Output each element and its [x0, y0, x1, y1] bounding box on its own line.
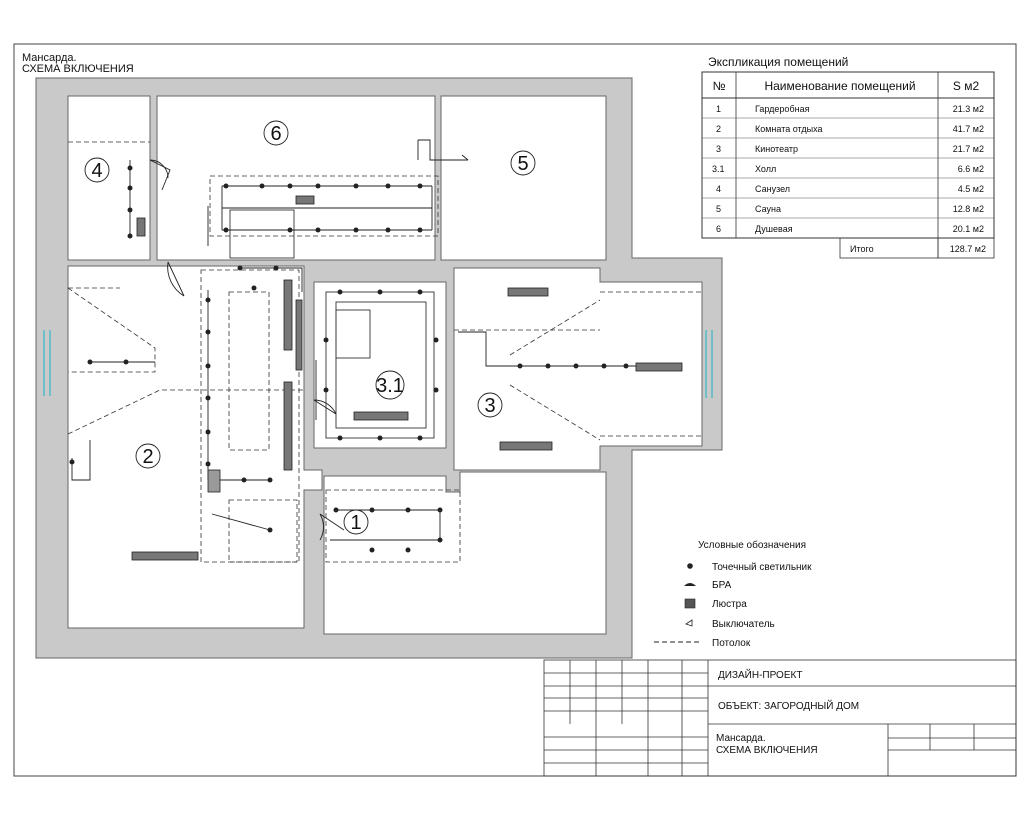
- table-row-area: 4.5 м2: [957, 184, 984, 194]
- legend-item-label: Выключатель: [712, 619, 775, 630]
- table-row-name: Холл: [755, 164, 777, 174]
- room-6-label: 6: [270, 123, 282, 145]
- legend-item-label: БРА: [712, 580, 732, 591]
- wall-lamp-icon: [684, 583, 696, 586]
- table-row-num: 3.1: [712, 164, 725, 174]
- table-row-area: 20.1 м2: [952, 224, 984, 234]
- table-row-area: 21.3 м2: [952, 104, 984, 114]
- stamp-sheet-line2: СХЕМА ВКЛЮЧЕНИЯ: [716, 745, 818, 756]
- table-row-area: 6.6 м2: [957, 164, 984, 174]
- switch-icon: [686, 620, 692, 626]
- table-row-area: 21.7 м2: [952, 144, 984, 154]
- explication-table: [702, 55, 994, 258]
- room-5-floor: [441, 96, 606, 260]
- table-row-name: Комната отдыха: [755, 124, 823, 134]
- table-row-name: Гардеробная: [755, 104, 810, 114]
- table-row-name: Кинотеатр: [755, 144, 799, 154]
- table-row-num: 3: [716, 144, 722, 154]
- total-label: Итого: [850, 244, 874, 254]
- legend-item-label: Люстра: [712, 599, 747, 610]
- table-row-name: Сауна: [755, 204, 781, 214]
- stamp-project: ДИЗАЙН-ПРОЕКТ: [718, 670, 803, 681]
- room-31-label: 3.1: [376, 375, 404, 397]
- stamp-sheet-line1: Мансарда.: [716, 733, 766, 744]
- legend-item-label: Точечный светильник: [712, 562, 812, 573]
- legend-item-label: Потолок: [712, 638, 751, 649]
- table-row-num: 6: [716, 224, 722, 234]
- table-row-name: Санузел: [755, 184, 791, 194]
- room-6-floor: [157, 96, 435, 260]
- room-5-label: 5: [517, 153, 529, 175]
- table-row-num: 5: [716, 204, 722, 214]
- header-num: №: [712, 79, 726, 93]
- total-value: 128.7 м2: [949, 244, 986, 254]
- stamp-object: ОБЪЕКТ: ЗАГОРОДНЫЙ ДОМ: [718, 701, 860, 712]
- room-1-label: 1: [350, 512, 362, 534]
- room-2-label: 2: [142, 446, 154, 468]
- legend-title: Условные обозначения: [698, 540, 807, 551]
- room-4-label: 4: [91, 160, 103, 182]
- table-row-num: 1: [716, 104, 722, 114]
- room-3-label: 3: [484, 395, 496, 417]
- spot-light-icon: [687, 563, 693, 569]
- table-row-num: 4: [716, 184, 722, 194]
- sheet-title-line1: Мансарда.: [22, 52, 77, 64]
- table-row-area: 41.7 м2: [952, 124, 984, 134]
- room-1-floor: [324, 472, 606, 634]
- chandelier-icon: [685, 599, 695, 608]
- table-row-name: Душевая: [755, 224, 793, 234]
- table-row-num: 2: [716, 124, 722, 134]
- header-name: Наименование помещений: [764, 79, 916, 93]
- sheet-title-line2: СХЕМА ВКЛЮЧЕНИЯ: [22, 63, 134, 75]
- header-area: S м2: [952, 79, 980, 93]
- legend: [654, 539, 812, 649]
- table-row-area: 12.8 м2: [952, 204, 984, 214]
- explication-title: Экспликация помещений: [708, 55, 849, 69]
